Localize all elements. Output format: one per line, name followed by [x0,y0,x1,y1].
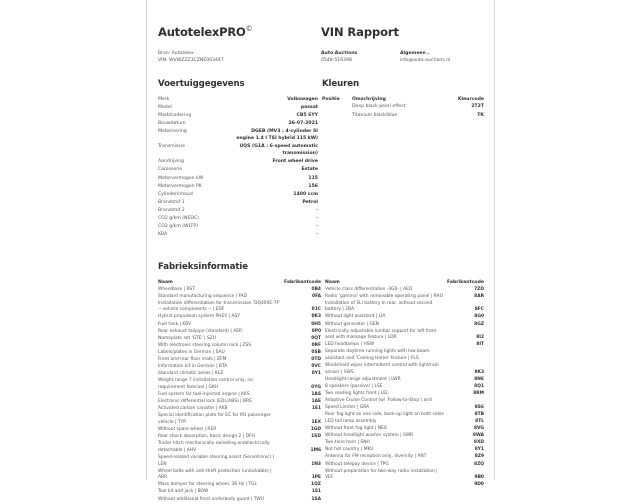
factory-right-col-code: Fabrikantcode [446,279,484,285]
factory-row-name: Standard climatic zones | KLZ [158,371,224,377]
factory-row-name: Electrically adjustable lumbar support for left front seat with massage feature | LOR [325,328,437,341]
factory-row-name: Weight range 7 installation control only, no requirement forecast | GKH [158,378,253,390]
vehicle-spec-value: - [316,215,318,221]
factory-row-name: Rear shock absorption, basic design 2 | DFH [158,434,255,440]
factory-row [158,441,321,455]
vehicle-spec-key: KBA [158,232,168,238]
factory-row-name: Tool kit and jack | BOW [158,489,209,495]
factory-row-code: 0K3 [311,314,321,320]
factory-right-column [321,280,484,504]
vehicle-spec-key: Merk [158,97,170,103]
factory-row [158,322,321,329]
factory-row-code: 1SA [311,496,321,502]
vehicle-spec-row [158,175,318,183]
vehicle-spec-row [158,105,318,113]
vehicle-spec-value: 1400 ccm [293,191,318,197]
factory-row-name: Speed-related variable steering assist (Servotronic) | LEN [158,454,275,467]
factory-row-name: Hybrid propulsion system PHEV | ASY [158,314,240,320]
factory-row-code: 0FA [312,293,321,299]
factory-row [158,392,321,399]
factory-row-code: 0Y1 [311,371,321,377]
factory-right-head [325,280,484,287]
vehicle-spec-value: DGEB (MV3 : 4-cylinder SI engine 1.4 l TSI hybrid 115 kW) [236,129,318,142]
factory-row-code: 8I2 [476,335,484,341]
factory-row-code: 1PE [311,475,321,481]
factory-row-name: Rear exhaust tailpipe (standard) | AER [158,328,243,334]
factory-row [325,398,484,412]
factory-row-code: 8Y1 [474,447,484,453]
factory-right-col-name: Naam [325,279,340,285]
factory-row [158,287,321,294]
vehicle-spec-value: CB5 6YY [296,113,318,119]
factory-row-name: Installation differentiation for transmission 'DQ400E-7F' -- vehicle components -- | EDF [158,300,281,313]
factory-row-code: 01C [311,307,321,313]
factory-row-name: Information kit in German | BTA [158,364,228,370]
report-sheet [147,0,494,502]
factory-row [325,482,484,489]
factory-row-name: Front and rear floor mats | ZFM [158,356,227,362]
factory-row [325,454,484,461]
factory-row-name: Without spare wheel | RER [158,426,217,432]
factory-row-code: 8VG [473,426,484,432]
colors-col-position: Positie [322,96,340,102]
colors-table [322,97,484,120]
source-label: Bron: Autotelex [158,50,194,56]
auction-name: Auto Auctions [321,50,358,56]
vehicle-heading: Voertuiggegevens [158,78,245,89]
factory-row-name: Without preparation for two-way radio installation | VEF [325,468,438,481]
vehicle-spec-value: - [316,232,318,238]
factory-row [158,343,321,350]
report-header [158,26,484,39]
factory-row-code: 8S6 [474,404,484,410]
general-contact-block [400,50,484,65]
factory-row [158,489,321,496]
vehicle-spec-value: 156 [308,183,318,189]
factory-row-name: Trailer hitch mechanically swiveling andelectrically detachable | AHV [158,441,270,453]
factory-row-name: Separate daytime running lights with low beam assistant and 'Coming Home' feature | FLS [325,349,430,362]
factory-row-code: 0YG [311,384,321,390]
factory-row [325,314,484,321]
vehicle-spec-value: UQS (G1A : 6-speed automatic transmission) [239,144,318,157]
brand-title [158,26,321,39]
factory-row-code: 8ZQ [474,461,484,467]
factory-row [325,363,484,377]
color-description: Deep black pearl effect [352,104,406,110]
vehicle-spec-value: 26-07-2021 [288,121,318,127]
vehicle-and-colors [158,79,484,240]
factory-row-code: 1M6 [310,447,321,453]
factory-row-code: 8GZ [474,321,484,327]
factory-row-name: Labels/plates in German | SAU [158,349,225,355]
factory-row [325,329,484,343]
vehicle-spec-value: passat [300,105,318,111]
factory-row-code: 0RF [311,342,321,348]
vehicle-spec-key: Motorvermogen PK [158,183,202,189]
factory-row-name: Nameplate set 'GTE' | SZU [158,335,216,341]
factory-row-code: 1QZ [311,482,321,488]
factory-row-name: Wheel bolts with anti-theft protection (unlockable) | ABR [158,468,272,481]
factory-row-code: 8TL [475,419,484,425]
factory-row-code: 8Z9 [474,454,484,460]
factory-heading: Fabrieksinformatie [158,261,248,272]
vehicle-spec-value: 115 [308,175,318,181]
vehicle-spec-key: Bouwdatum [158,121,186,127]
factory-row [158,378,321,392]
factory-row-code: 0P0 [311,328,321,334]
factory-row-name [325,482,447,489]
factory-row [158,329,321,336]
factory-row-code: 8K3 [474,369,484,375]
factory-row-code: 1S1 [311,489,321,495]
vehicle-spec-key: Brandstof 1 [158,199,185,205]
factory-row-name: Standard manufacturing sequence | FAD [158,293,247,299]
vehicle-spec-table [158,97,318,240]
factory-row-name: Vehicle class differentiation -3G0- | AED [325,286,413,292]
header-meta [158,50,484,65]
color-position [322,103,352,111]
factory-right-table [325,280,484,490]
factory-right-header-row [325,280,484,287]
factory-row-code: 9B0 [474,475,484,481]
vehicle-spec-row [158,231,318,239]
vehicle-spec-value: Front wheel drive [272,159,318,165]
vehicle-spec-value: Estate [301,167,318,173]
copyright-icon: © [245,25,253,34]
factory-row [158,357,321,364]
factory-row [325,462,484,469]
factory-row-name: Wheelbase | RST [158,286,196,292]
factory-row-code: 0SB [311,349,321,355]
factory-row-name: Not hot country | MKU [325,447,374,453]
factory-row-name: 8 speakers (passive) | LSE [325,384,383,390]
factory-row [158,294,321,301]
factory-row-name: Mass damper for steering wheel, 36 Hz | TGL [158,482,257,488]
factory-row-name: Adaptive Cruise Control (w/ 'Follow-to-Stop') and Speed Limiter | GRA [325,398,432,410]
vehicle-spec-row [158,129,318,144]
factory-row-name: Radio 'gamma' with removable operating panel | RAO [325,293,444,299]
factory-left-col-name: Naam [158,279,173,285]
factory-row-code: 0TD [311,356,321,362]
factory-row-name: Fuel system for fuel-injected engine | KKS [158,391,250,397]
factory-row [158,413,321,427]
vehicle-spec-key: Motorvermogen kW [158,175,204,181]
vehicle-spec-key: Cylinderinhoud [158,191,193,197]
vehicle-spec-key: Carosserie [158,167,183,173]
factory-left-header-row [158,280,321,287]
vehicle-spec-row [158,159,318,167]
page-right-rule [494,0,495,480]
factory-row-code: 8RM [473,391,484,397]
factory-left-head [158,280,321,287]
factory-row-name: LED headlamps | HSW [325,342,374,348]
colors-section [321,79,484,240]
vehicle-spec-row [158,223,318,231]
vehicle-spec-value: Petrol [302,199,318,205]
factory-row-code: 0QT [311,335,321,341]
vehicle-spec-body [158,97,318,240]
vehicle-section [158,79,321,240]
factory-row [158,497,321,504]
factory-row-code: 0B4 [311,286,321,292]
factory-row-name: LED tail lamp assembly [325,419,377,425]
vehicle-spec-key: CO2 g/km (WLTP) [158,223,198,229]
vehicle-spec-value: - [316,207,318,213]
factory-row-name: Fuel tank | KBV [158,321,192,327]
factory-row-name: Electronic differential lock (EDL/ABS) | BRS [158,399,252,405]
vehicle-spec-row [158,113,318,121]
factory-row-name: Without front fog light | NES [325,426,387,432]
report-title-column [321,26,484,39]
vehicle-spec-row [158,215,318,223]
vehicle-spec-key: Model [158,105,172,111]
factory-row-name: Windshield wiper intermittent control with light/rain sensor | SWS [325,363,439,375]
color-code: TK [477,112,484,118]
factory-row-code: 8G0 [474,314,484,320]
vehicle-spec-key: Aandrijving [158,159,185,165]
color-description: Titanium black/blue [352,112,398,118]
factory-row-name: Antenna for FM reception only, diversity | ANT [325,454,427,460]
colors-col-code: Kleurcode [457,96,484,102]
factory-row-name: With electronic steering column lock | ZSS [158,342,252,348]
factory-row-name: Installation of SLI battery in rear, without second battery | 2BA [325,300,433,313]
vin-label: VIN: WVWZZZ3CZNE003447 [158,58,224,64]
factory-row-code: 0H5 [311,321,321,327]
factory-left-column [158,280,321,504]
factory-row [158,455,321,469]
factory-row-name: Two reading lights front | LEL [325,391,389,397]
vehicle-spec-value: Volkswagen [287,97,318,103]
factory-row [158,336,321,343]
factory-row [158,482,321,489]
factory-row [325,469,484,483]
factory-row-code: 8XD [473,440,484,446]
factory-row-code: 1GD [310,426,321,432]
source-block [158,50,321,65]
vehicle-spec-row [158,183,318,191]
brand-title-text: AutotelexPRO [158,25,246,39]
vehicle-spec-row [158,207,318,215]
vehicle-spec-row [158,191,318,199]
factory-row-code: 8TB [474,412,484,417]
factory-row-name: Without additional front underbody guard | TWU [158,496,264,502]
factory-row-code: 8N6 [474,377,484,382]
brand-column [158,26,321,39]
factory-row [325,294,484,301]
vehicle-spec-row [158,199,318,207]
vehicle-spec-row [158,167,318,175]
factory-row-code: 1N3 [311,461,321,467]
factory-left-col-code: Fabrikantcode [283,279,321,285]
factory-row-code: 1AE [311,399,321,405]
factory-right-body [325,287,484,490]
factory-row [325,287,484,294]
factory-row-code: 1E1 [311,406,321,412]
factory-row-name: Without headlight washer system | SWR [325,433,414,439]
factory-row-name: Without telepay device | TPG [325,461,389,467]
factory-row [325,322,484,329]
factory-row-code: 1AS [311,391,321,397]
vehicle-spec-row [158,144,318,159]
vehicle-spec-key: Motorisering [158,129,187,135]
factory-row-code: 8IT [476,342,484,348]
colors-table-body [322,103,484,119]
report-title: VIN Rapport [321,25,399,39]
color-row [322,111,484,119]
factory-row-code: 8FC [474,307,484,313]
factory-row-code [447,349,484,363]
factory-row [325,349,484,363]
vehicle-spec-key: Brandstof 2 [158,207,185,213]
factory-row [158,427,321,434]
factory-row-name: Without generator | GEN [325,321,379,327]
vehicle-spec-key: Transmissie [158,144,185,150]
auction-block [321,50,400,65]
factory-row-name: Two-tone horn | SNH [325,440,370,446]
factory-row-name: Without light assistant | LIA [325,314,386,320]
general-email: info@auto-auctions.nl [400,58,451,64]
factory-row [325,301,484,315]
factory-row [158,350,321,357]
vehicle-spec-value: - [316,223,318,229]
color-row [322,103,484,111]
color-position [322,111,352,119]
factory-row-name: Headlight-range adjustment | LWR [325,377,401,382]
factory-row-code: 8WA [472,433,484,439]
factory-row-code: 7ZD [474,286,484,292]
factory-row [158,314,321,321]
factory-left-body [158,287,321,504]
auction-phone: 0548-516398 [321,58,352,64]
factory-row-name: Special identification plate for EC for M1 passenger vehicle | TYP [158,413,271,425]
factory-row-code: 1SD [311,434,321,440]
factory-row-name: Rear fog light on one side, back-up light on both sides [325,412,444,417]
color-code: 2T2T [471,104,484,110]
factory-row-name: Activated carbon canister | AKB [158,406,228,412]
factory-row [158,469,321,483]
factory-left-table [158,280,321,504]
factory-tables [158,280,484,504]
colors-heading: Kleuren [322,78,360,89]
vehicle-spec-row [158,121,318,129]
general-label: Algemeen , [400,50,430,56]
vehicle-spec-key: Marktcodering [158,113,192,119]
factory-row-code: 9D0 [474,482,484,488]
factory-row-code: 8AR [474,293,484,299]
factory-row-code: 1EX [311,419,321,425]
vehicle-spec-key: CO2 g/km (NEDC) [158,215,199,221]
factory-row-code: 8Q1 [474,384,484,390]
factory-row [158,301,321,315]
factory-row-code: 0VC [311,364,321,370]
colors-col-description: Omschrijving [352,96,386,102]
vehicle-spec-row [158,97,318,105]
